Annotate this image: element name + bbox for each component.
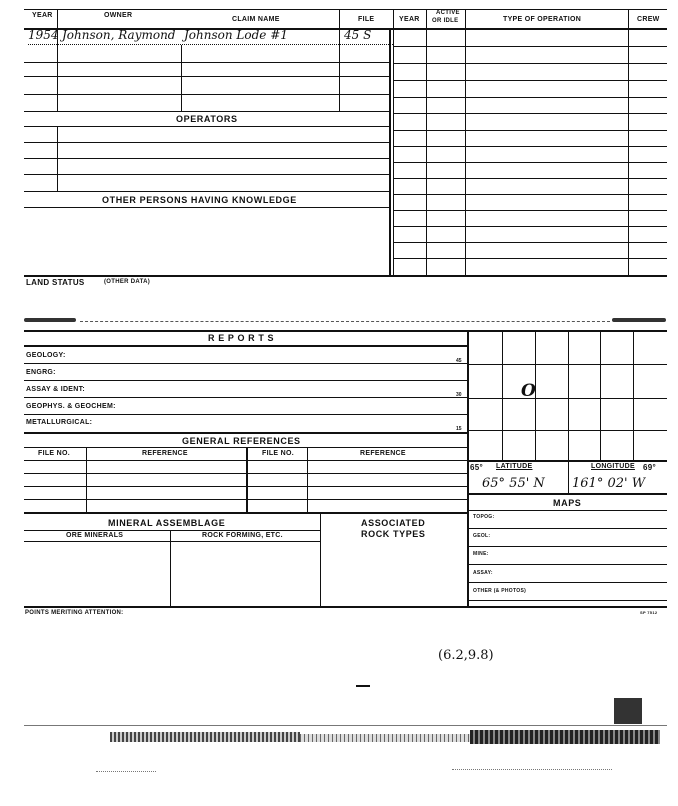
col-file-header: FILE (358, 16, 375, 23)
col-claim-name-header: CLAIM NAME (232, 16, 280, 23)
coordinate-note: (6.2,9.8) (438, 648, 494, 663)
ref-col-file-no-1: FILE NO. (38, 450, 70, 457)
ref-col-reference-2: REFERENCE (360, 450, 406, 457)
row1-year: 1954 (28, 28, 59, 42)
maps-geol: GEOL: (473, 533, 491, 539)
col-year-header: YEAR (32, 12, 53, 19)
mineral-title: MINERAL ASSEMBLAGE (108, 518, 226, 528)
maps-other: OTHER (& PHOTOS) (473, 588, 527, 594)
row1-file: 45 S (344, 28, 372, 42)
col-type-of-operation-header: TYPE OF OPERATION (503, 16, 582, 23)
associated-label: ASSOCIATED (361, 518, 426, 528)
other-persons-label: OTHER PERSONS HAVING KNOWLEDGE (102, 195, 297, 205)
rock-types-label: ROCK TYPES (361, 529, 426, 539)
rock-forming-label: ROCK FORMING, ETC. (202, 532, 283, 539)
latitude-value: 65° 55' N (482, 476, 545, 491)
ref-col-file-no-2: FILE NO. (262, 450, 294, 457)
ref-col-reference-1: REFERENCE (142, 450, 188, 457)
location-mark: O (521, 381, 536, 401)
operators-label: OPERATORS (176, 114, 238, 124)
lat-prefix: 65° (470, 463, 483, 472)
col-idle-header: OR IDLE (432, 18, 459, 24)
land-status-sub: (OTHER DATA) (104, 279, 151, 285)
col-crew-header: CREW (637, 16, 660, 23)
row1-claim-name: Johnson Lode #1 (184, 28, 288, 42)
col-year2-header: YEAR (399, 16, 420, 23)
report-metallurgical-num: 15 (456, 426, 462, 432)
report-assay-label: ASSAY & IDENT: (26, 386, 86, 393)
land-status-label: LAND STATUS (26, 278, 85, 287)
col-owner-header: OWNER (104, 12, 133, 19)
report-geology-num: 45 (456, 358, 462, 364)
maps-topog: TOPOG: (473, 514, 495, 520)
form-number: SP 7512 (640, 610, 658, 615)
report-geophys-label: GEOPHYS. & GEOCHEM: (26, 403, 116, 410)
ore-minerals-label: ORE MINERALS (66, 532, 124, 539)
longitude-value: 161° 02' W (572, 476, 646, 491)
col-active-header: ACTIVE (436, 10, 460, 16)
long-suffix: 69° (643, 463, 656, 472)
report-metallurgical-label: METALLURGICAL: (26, 419, 93, 426)
maps-title: MAPS (553, 498, 582, 508)
points-label: POINTS MERITING ATTENTION: (25, 610, 124, 616)
maps-mine: MINE: (473, 551, 489, 557)
reports-title: R E P O R T S (208, 333, 275, 343)
row1-owner: Johnson, Raymond (62, 28, 176, 42)
general-references-title: GENERAL REFERENCES (182, 436, 301, 446)
report-engrg-label: ENGRG: (26, 369, 56, 376)
report-assay-num: 30 (456, 392, 462, 398)
latitude-label: LATITUDE (496, 463, 533, 470)
maps-assay: ASSAY: (473, 570, 493, 576)
longitude-label: LONGITUDE (591, 463, 635, 470)
report-geology-label: GEOLOGY: (26, 352, 66, 359)
